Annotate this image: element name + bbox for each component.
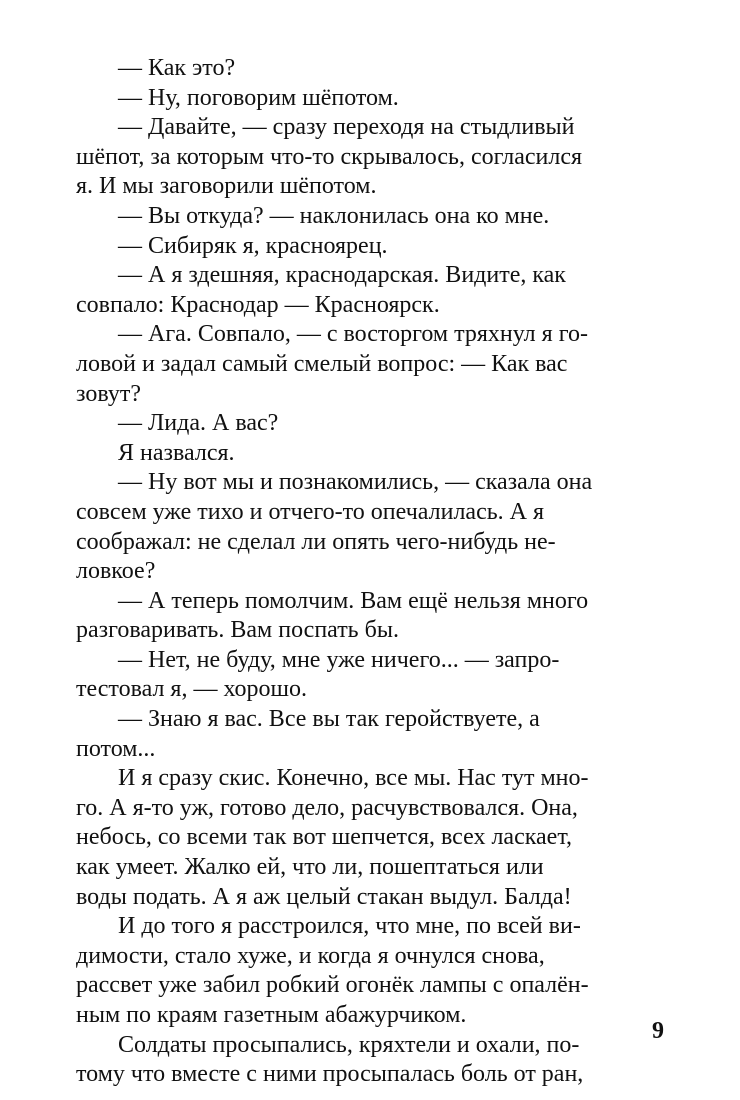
text-line: димости, стало хуже, и когда я очнулся снова, — [76, 942, 545, 969]
text-line: ловой и задал самый смелый вопрос: — Как вас — [76, 350, 568, 377]
text-line: — Лида. А вас? — [118, 410, 279, 437]
text-line: зовут? — [76, 380, 141, 407]
text-line: — Давайте, — сразу переходя на стыдливый — [118, 114, 575, 141]
paragraph-4 — [76, 202, 664, 232]
paragraph-15 — [76, 912, 664, 1030]
text-line: И я сразу скис. Конечно, все мы. Нас тут мно- — [118, 765, 589, 792]
paragraph-10 — [76, 468, 664, 586]
paragraph-13 — [76, 705, 664, 764]
text-line: ным по краям газетным абажурчиком. — [76, 1002, 467, 1028]
text-line: как умеет. Жалко ей, что ли, пошептаться или — [76, 854, 544, 881]
paragraph-11 — [76, 587, 664, 646]
text-line: — Нет, не буду, мне уже ничего... — запро- — [118, 646, 560, 673]
text-line: — Ага. Совпало, — с восторгом тряхнул я го- — [118, 321, 588, 348]
paragraph-1 — [76, 54, 664, 84]
text-line: — Сибиряк я, красноярец. — [118, 232, 388, 259]
text-line: — Вы откуда? — наклонилась она ко мне. — [118, 202, 550, 229]
text-line: ловкое? — [76, 558, 156, 585]
page-number: 9 — [652, 1018, 664, 1044]
paragraph-5 — [76, 232, 664, 262]
text-line: я. И мы заговорили шёпотом. — [76, 173, 377, 200]
text-line: — А я здешняя, краснодарская. Видите, как — [118, 262, 566, 289]
text-line: — А теперь помолчим. Вам ещё нельзя много — [118, 587, 589, 614]
text-line: воды подать. А я аж целый стакан выдул. Балда! — [76, 883, 572, 910]
paragraph-6 — [76, 261, 664, 320]
paragraph-3 — [76, 113, 664, 202]
paragraph-12 — [76, 646, 664, 705]
paragraph-16 — [76, 1031, 664, 1090]
text-line: рассвет уже забил робкий огонёк лампы с опалён- — [76, 972, 589, 999]
paragraph-14 — [76, 764, 664, 912]
body-text — [76, 54, 664, 1090]
text-line: потом... — [76, 735, 156, 762]
text-line: тому что вместе с ними просыпалась боль от ран, — [76, 1061, 584, 1088]
text-line: соображал: не сделал ли опять чего-нибудь не- — [76, 528, 556, 555]
text-line: шёпот, за которым что-то скрывалось, согласился — [76, 143, 583, 170]
text-line: — Как это? — [118, 55, 236, 81]
text-line: — Знаю я вас. Все вы так геройствуете, а — [118, 706, 540, 733]
text-line: го. А я-то уж, готово дело, расчувствовался. Она, — [76, 794, 578, 821]
paragraph-8 — [76, 409, 664, 439]
text-line: небось, со всеми так вот шепчется, всех ласкает, — [76, 824, 573, 851]
paragraph-2 — [76, 84, 664, 114]
text-line: Солдаты просыпались, кряхтели и охали, по- — [118, 1031, 580, 1058]
text-line: совсем уже тихо и отчего-то опечалилась. А я — [76, 498, 545, 525]
text-line: — Ну вот мы и познакомились, — сказала она — [118, 469, 593, 496]
text-line: Я назвался. — [118, 439, 235, 466]
text-line: разговаривать. Вам поспать бы. — [76, 617, 399, 644]
text-line: И до того я расстроился, что мне, по всей ви- — [118, 913, 581, 940]
paragraph-7 — [76, 320, 664, 409]
paragraph-9 — [76, 439, 664, 469]
text-line: совпало: Краснодар — Красноярск. — [76, 291, 440, 318]
text-line: тестовал я, — хорошо. — [76, 676, 308, 703]
text-line: — Ну, поговорим шёпотом. — [118, 84, 399, 111]
